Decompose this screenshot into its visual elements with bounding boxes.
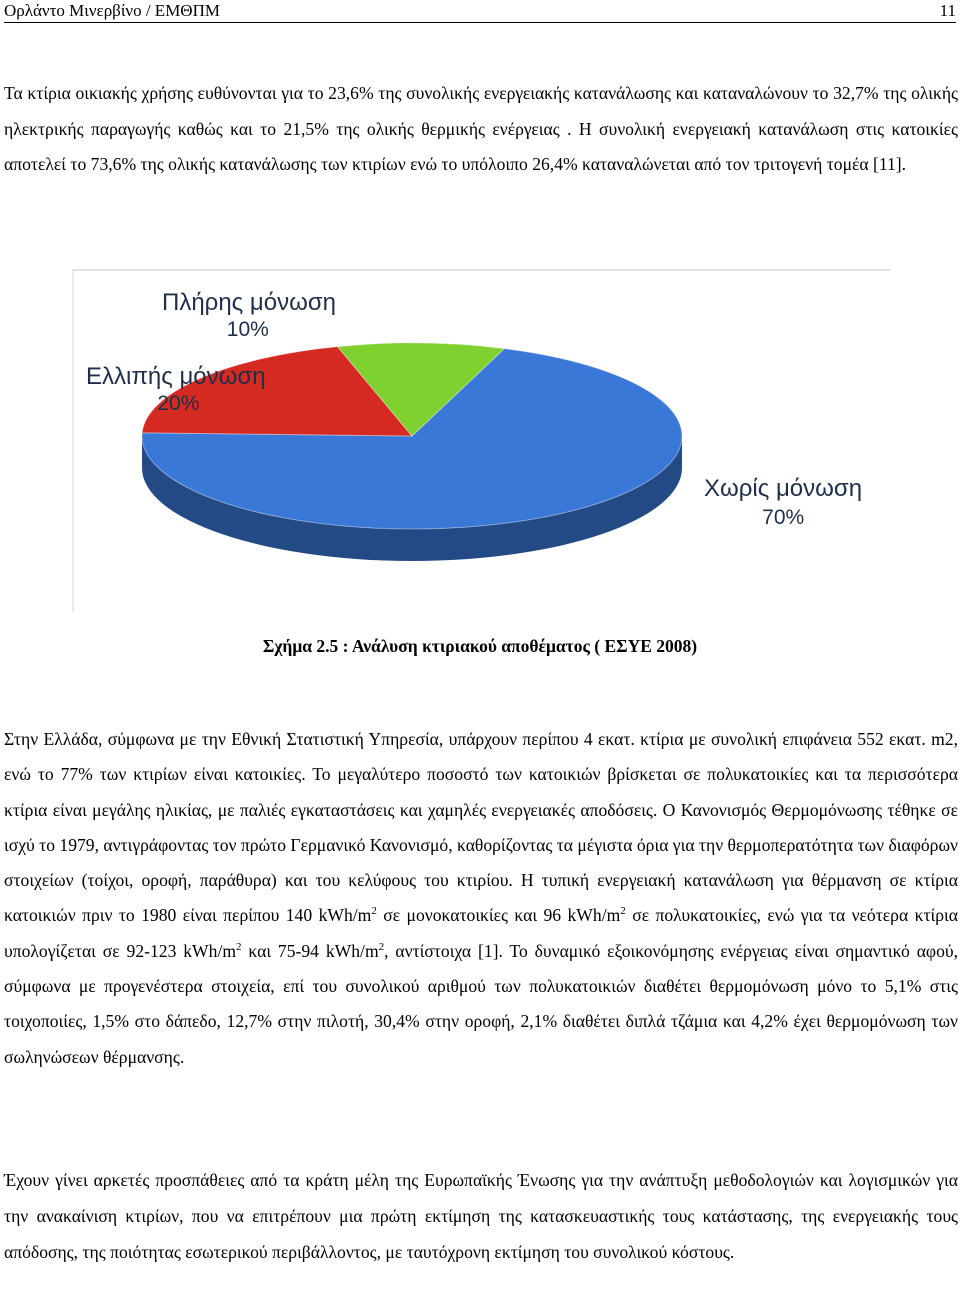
superscript: 2 xyxy=(620,905,626,918)
figure-caption: Σχήμα 2.5 : Ανάλυση κτιριακού αποθέματος ( ΕΣΥΕ 2008) xyxy=(262,636,698,656)
page-header xyxy=(4,0,956,23)
closing-paragraph: Έχουν γίνει αρκετές προσπάθειες από τα κράτη μέλη της Ευρωπαϊκής Ένωσης για την ανάπτυξη μεθοδολογιών και λογισμικών για την ανακαίνιση κτιρίων, που να επιτρέπουν μια πρώτη εκτίμηση της κατασκευαστικής τους κατάστασης, της ενεργειακής τους απόδοσης, της ποιότητας εσωτερικού περιβάλλοντος, με ταυτόχρονη εκτίμηση του συνολικού κόστους. xyxy=(4,1170,958,1262)
header-author: Ορλάντο Μινερβίνο / ΕΜΘΠΜ xyxy=(4,1,220,20)
superscript: 2 xyxy=(236,940,242,953)
pie-chart xyxy=(72,268,890,612)
pie-label-value: 20% xyxy=(157,392,200,415)
pie-label-value: 10% xyxy=(226,318,269,341)
pie-label-value: 70% xyxy=(762,506,805,529)
body-text-part: σε μονοκατοικίες και 96 kWh/m xyxy=(376,905,621,926)
pie-label-name: Πλήρης μόνωση xyxy=(162,289,336,316)
pie-chart-figure xyxy=(72,268,890,612)
pie-label-name: Χωρίς μόνωση xyxy=(704,475,863,502)
superscript: 2 xyxy=(378,940,385,953)
body-text-part: σε πολυκατοικίες, ενώ για τα νεότερα κτίρια υπολογίζεται σε 92-123 kWh/m xyxy=(4,905,958,961)
body-text-part: , αντίστοιχα [1]. Το δυναμικό εξοικονόμησης ενέργειας είναι σημαντικό αφού, σύμφωνα με προγενέστερα στοιχεία, επί του συνολικού αριθμού των πολυκατοικιών διαθέτει θερμομόνωση μόνο το 5,1% στις τοιχοποιίες, 1,5% στο δάπεδο, 12,7% στην πιλοτή, 30,4% στην οροφή, 2,1% διαθέτει διπλά τζάμια και 4,2% έχει θερμομόνωση των σωληνώσεων θέρμανσης. xyxy=(4,940,958,1067)
pie-label-name: Ελλιπής μόνωση xyxy=(86,363,266,390)
page-number: 11 xyxy=(939,1,956,20)
superscript: 2 xyxy=(371,905,377,918)
body-text-part: και 75-94 kWh/m xyxy=(241,940,379,961)
intro-paragraph: Τα κτίρια οικιακής χρήσης ευθύνονται για το 23,6% της συνολικής ενεργειακής κατανάλωσης και καταναλώνουν το 32,7% της ολικής ηλεκτρικής παραγωγής καθώς και το 21,5% της ολικής θερμικής ενέργειας . Η συνολική ενεργειακή κατανάλωση στις κατοικίες αποτελεί το 73,6% της ολικής κατανάλωσης των κτιρίων ενώ το υπόλοιπο 26,4% καταναλώνεται από τον τριτογενή τομέα [11]. xyxy=(4,83,958,175)
body-paragraph xyxy=(4,722,958,1075)
body-text-part: Στην Ελλάδα, σύμφωνα με την Εθνική Στατιστική Υπηρεσία, υπάρχουν περίπου 4 εκατ. κτίρια με συνολική επιφάνεια 552 εκατ. m2, ενώ το 77% των κτιρίων είναι κατοικίες. Το μεγαλύτερο ποσοστό των κατοικιών βρίσκεται σε πολυκατοικίες και τα περισσότερα κτίρια είναι μεγάλης ηλικίας, με παλιές εγκαταστάσεις και χαμηλές ενεργειακές αποδόσεις. Ο Κανονισμός Θερμομόνωσης τέθηκε σε ισχύ το 1979, αντιγράφοντας τον πρώτο Γερμανικό Κανονισμό, καθορίζοντας τα μέγιστα όρια για την θερμοπερατότητα των διαφόρων στοιχείων (τοίχοι, οροφή, παράθυρα) και του κελύφους του κτιρίου. Η τυπική ενεργειακή κατανάλωση για θέρμανση σε κτίρια κατοικιών πριν το 1980 είναι περίπου 140 kWh/m xyxy=(4,729,958,926)
